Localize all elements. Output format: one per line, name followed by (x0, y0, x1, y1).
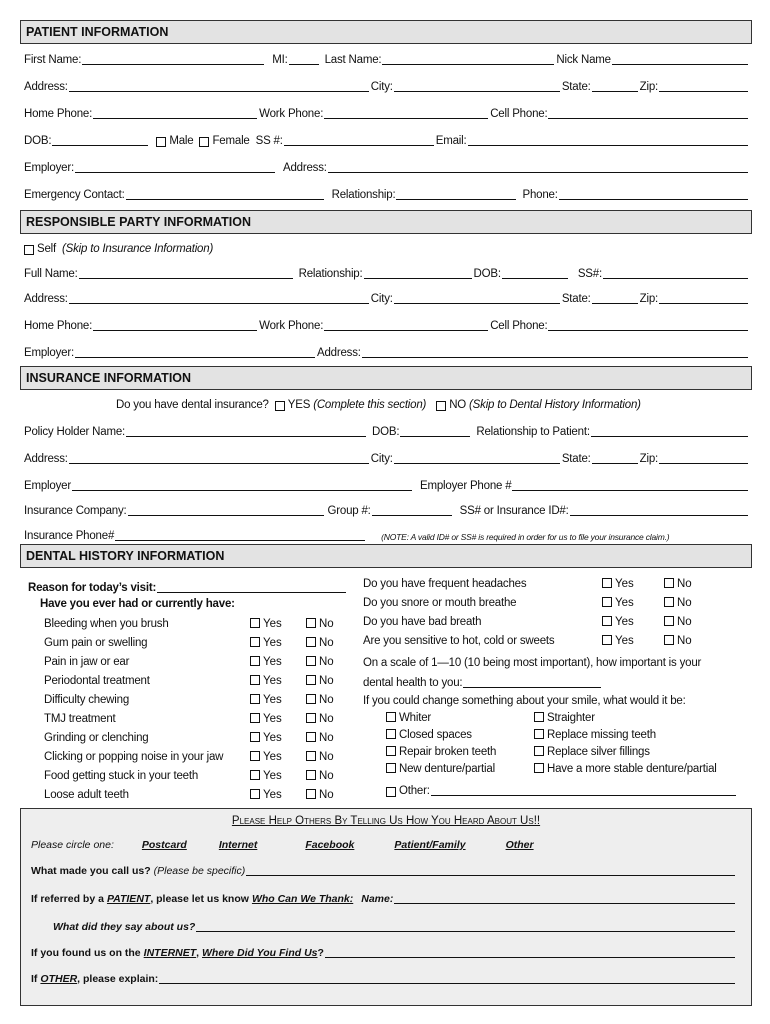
dental-item-yes-checkbox[interactable] (250, 618, 260, 628)
smile-option-checkbox[interactable] (534, 712, 544, 722)
insurance-phone-field[interactable] (115, 528, 365, 541)
dental-item-no-checkbox[interactable] (306, 618, 316, 628)
please-explain-label: , please explain: (77, 973, 159, 985)
ssid-field[interactable] (570, 503, 748, 516)
ins-state-field[interactable] (592, 451, 638, 464)
emergency-phone-field[interactable] (559, 187, 748, 200)
rp-relationship-label: Relationship: (298, 268, 363, 280)
nick-name-field[interactable] (612, 52, 748, 65)
dental-question-yes-checkbox[interactable] (602, 635, 612, 645)
smile-option-checkbox[interactable] (534, 746, 544, 756)
ins-zip-field[interactable] (659, 451, 748, 464)
dental-item-label: Pain in jaw or ear (44, 656, 130, 668)
insurance-phone-label: Insurance Phone# (24, 530, 115, 542)
dental-history-header: DENTAL HISTORY INFORMATION (20, 544, 752, 568)
no-label: No (677, 635, 692, 647)
employer-address-label: Address: (282, 162, 327, 174)
email-label: Email: (435, 135, 467, 147)
referrer-name-field[interactable] (394, 891, 735, 904)
responsible-party-header: RESPONSIBLE PARTY INFORMATION (20, 210, 752, 234)
dental-item-yes-checkbox[interactable] (250, 770, 260, 780)
dental-item-yes-checkbox[interactable] (250, 789, 260, 799)
smile-option-label: Have a more stable denture/partial (547, 763, 717, 775)
rp-work-phone-field[interactable] (324, 318, 488, 331)
ss-label: SS #: (255, 135, 283, 147)
rp-dob-field[interactable] (502, 266, 568, 279)
rp-dob-label: DOB: (473, 268, 501, 280)
address-label: Address: (24, 81, 68, 93)
yes-label: Yes (263, 675, 282, 687)
other-checkbox[interactable] (386, 787, 396, 797)
zip-label: Zip: (639, 81, 659, 93)
insurance-no-note: (Skip to Dental History Information) (469, 399, 641, 411)
dental-item-no-checkbox[interactable] (306, 694, 316, 704)
dental-question-yes-checkbox[interactable] (602, 597, 612, 607)
other-field[interactable] (431, 783, 736, 796)
rp-state-label: State: (561, 293, 591, 305)
yes-label: Yes (615, 635, 634, 647)
option-other[interactable]: Other (505, 839, 534, 851)
smile-option-checkbox[interactable] (386, 746, 396, 756)
rp-ss-label: SS#: (577, 268, 602, 280)
referred-let-us-know: , please let us know (150, 893, 249, 905)
yes-label: Yes (263, 618, 282, 630)
referred-patient-word: PATIENT (106, 893, 151, 905)
change-question: If you could change something about your smile, what would it be: (363, 695, 686, 707)
smile-option-checkbox[interactable] (534, 729, 544, 739)
yes-label: Yes (263, 751, 282, 763)
yes-label: Yes (263, 694, 282, 706)
emergency-relationship-field[interactable] (396, 187, 516, 200)
dental-item-label: Loose adult teeth (44, 789, 129, 801)
last-name-label: Last Name: (324, 54, 382, 66)
self-skip-note: (Skip to Insurance Information) (62, 243, 214, 255)
relationship-to-patient-field[interactable] (591, 424, 748, 437)
circle-one-label: Please circle one: (31, 839, 114, 851)
no-label: No (319, 751, 334, 763)
what-made-field[interactable] (246, 863, 735, 876)
smile-option-label: Whiter (399, 712, 432, 724)
dental-item-no-checkbox[interactable] (306, 637, 316, 647)
found-internet-label: If you found us on the (31, 947, 141, 959)
smile-option-checkbox[interactable] (386, 763, 396, 773)
dental-insurance-question: Do you have dental insurance? (116, 399, 269, 411)
rp-employer-address-field[interactable] (362, 345, 748, 358)
dental-item-label: Periodontal treatment (44, 675, 150, 687)
yes-label: Yes (263, 770, 282, 782)
dental-item-no-checkbox[interactable] (306, 751, 316, 761)
dental-question-label: Do you have bad breath (363, 616, 482, 628)
rp-address-label: Address: (24, 293, 68, 305)
cell-phone-label: Cell Phone: (490, 108, 548, 120)
scale-question-2: dental health to you: (363, 677, 463, 689)
full-name-field[interactable] (79, 266, 293, 279)
smile-option-checkbox[interactable] (386, 729, 396, 739)
dental-item-no-checkbox[interactable] (306, 713, 316, 723)
emergency-contact-field[interactable] (126, 187, 324, 200)
insurance-yes-label: YES (287, 399, 311, 411)
dental-item-label: Food getting stuck in your teeth (44, 770, 199, 782)
rp-employer-label: Employer: (24, 347, 74, 359)
group-field[interactable] (372, 503, 452, 516)
emergency-phone-label: Phone: (522, 189, 558, 201)
dental-item-label: Bleeding when you brush (44, 618, 169, 630)
no-label: No (319, 789, 334, 801)
no-label: No (677, 616, 692, 628)
employer-field[interactable] (75, 160, 275, 173)
dental-question-label: Do you snore or mouth breathe (363, 597, 517, 609)
no-label: No (319, 656, 334, 668)
rp-home-phone-field[interactable] (93, 318, 257, 331)
no-label: No (319, 732, 334, 744)
scale-field[interactable] (463, 675, 601, 688)
dental-item-label: Clicking or popping noise in your jaw (44, 751, 224, 763)
nick-name-label: Nick Name (556, 54, 611, 66)
insurance-company-label: Insurance Company: (24, 505, 127, 517)
insurance-yes-checkbox[interactable] (275, 401, 285, 411)
smile-option-label: Closed spaces (399, 729, 472, 741)
ssid-label: SS# or Insurance ID#: (459, 505, 569, 517)
internet-word: INTERNET (143, 947, 197, 959)
self-checkbox[interactable] (24, 245, 34, 255)
ins-employer-field[interactable] (72, 478, 412, 491)
mi-field[interactable] (289, 52, 319, 65)
what-made-label: What made you call us? (31, 865, 151, 877)
dental-question-yes-checkbox[interactable] (602, 578, 612, 588)
dental-question-label: Are you sensitive to hot, cold or sweets (363, 635, 555, 647)
rp-ss-field[interactable] (603, 266, 748, 279)
smile-option-label: Straighter (547, 712, 595, 724)
yes-label: Yes (615, 597, 634, 609)
city-label: City: (370, 81, 393, 93)
dental-question-yes-checkbox[interactable] (602, 616, 612, 626)
ss-field[interactable] (284, 133, 434, 146)
dental-item-no-checkbox[interactable] (306, 789, 316, 799)
no-label: No (677, 597, 692, 609)
male-label: Male (169, 135, 194, 147)
yes-label: Yes (263, 732, 282, 744)
ins-zip-label: Zip: (639, 453, 659, 465)
dental-item-yes-checkbox[interactable] (250, 675, 260, 685)
no-label: No (319, 713, 334, 725)
referral-title: Please Help Others By Telling Us How You Heard About Us!! (231, 815, 541, 827)
smile-option-label: Repair broken teeth (399, 746, 497, 758)
dental-item-no-checkbox[interactable] (306, 732, 316, 742)
ins-city-field[interactable] (394, 451, 560, 464)
option-internet[interactable]: Internet (218, 839, 258, 851)
yes-label: Yes (263, 637, 282, 649)
what-say-field[interactable] (196, 919, 735, 932)
dental-item-yes-checkbox[interactable] (250, 751, 260, 761)
employer-phone-field[interactable] (512, 478, 748, 491)
yes-label: Yes (263, 656, 282, 668)
other-word: OTHER (40, 973, 78, 985)
ins-dob-label: DOB: (372, 426, 400, 438)
option-postcard[interactable]: Postcard (141, 839, 187, 851)
email-field[interactable] (468, 133, 748, 146)
dental-item-no-checkbox[interactable] (306, 675, 316, 685)
dental-item-yes-checkbox[interactable] (250, 694, 260, 704)
city-field[interactable] (394, 79, 560, 92)
smile-option-label: Replace missing teeth (547, 729, 656, 741)
option-facebook[interactable]: Facebook (305, 839, 355, 851)
rp-relationship-field[interactable] (364, 266, 472, 279)
smile-option-checkbox[interactable] (534, 763, 544, 773)
no-label: No (319, 637, 334, 649)
referral-box: Please Help Others By Telling Us How You Heard About Us!! Please circle one: Postcard Internet Facebook Patient/Family Other What made you call us? (Please be specific) If referred by a PATIENT , please let us know Who Can We Thank: Name: What did they say about us? If you found us on the INTERNET , Where Did You Find Us ? If OTHER , please explain: (20, 808, 752, 1006)
zip-field[interactable] (659, 79, 748, 92)
state-field[interactable] (592, 79, 638, 92)
employer-phone-label: Employer Phone # (419, 480, 512, 492)
ins-address-field[interactable] (69, 451, 369, 464)
mi-label: MI: (272, 54, 288, 66)
policy-holder-field[interactable] (126, 424, 366, 437)
smile-option-label: New denture/partial (399, 763, 495, 775)
dental-item-yes-checkbox[interactable] (250, 732, 260, 742)
dental-item-yes-checkbox[interactable] (250, 637, 260, 647)
dental-item-no-checkbox[interactable] (306, 656, 316, 666)
yes-label: Yes (615, 578, 634, 590)
option-patient-family[interactable]: Patient/Family (394, 839, 466, 851)
where-find-us: Where Did You Find Us (202, 947, 318, 959)
dob-label: DOB: (24, 135, 52, 147)
ins-state-label: State: (561, 453, 591, 465)
dental-item-yes-checkbox[interactable] (250, 713, 260, 723)
rp-work-phone-label: Work Phone: (259, 320, 324, 332)
home-phone-label: Home Phone: (24, 108, 93, 120)
scale-question: On a scale of 1—10 (10 being most important), how important is your (363, 657, 702, 669)
rp-zip-label: Zip: (639, 293, 659, 305)
dental-item-label: Gum pain or swelling (44, 637, 148, 649)
reason-visit-label: Reason for today’s visit: (28, 582, 157, 594)
home-phone-field[interactable] (93, 106, 257, 119)
first-name-label: First Name: (24, 54, 82, 66)
no-label: No (319, 770, 334, 782)
other-label: Other: (399, 785, 430, 797)
rp-state-field[interactable] (592, 291, 638, 304)
no-label: No (319, 675, 334, 687)
dental-item-label: Grinding or clenching (44, 732, 149, 744)
insurance-company-field[interactable] (128, 503, 324, 516)
self-label: Self (37, 243, 57, 255)
female-checkbox[interactable] (199, 137, 209, 147)
patient-info-header: PATIENT INFORMATION (20, 20, 752, 44)
dental-question-label: Do you have frequent headaches (363, 578, 527, 590)
ins-address-label: Address: (24, 453, 68, 465)
specific-note: (Please be specific) (153, 865, 246, 877)
insurance-header: INSURANCE INFORMATION (20, 366, 752, 390)
rp-home-phone-label: Home Phone: (24, 320, 93, 332)
ins-city-label: City: (370, 453, 393, 465)
yes-label: Yes (615, 616, 634, 628)
first-name-field[interactable] (82, 52, 264, 65)
insurance-note: (NOTE: A valid ID# or SS# is required in order for us to file your insurance claim.) (381, 532, 670, 542)
insurance-no-label: NO (449, 399, 467, 411)
smile-option-label: Replace silver fillings (547, 746, 650, 758)
last-name-field[interactable] (382, 52, 554, 65)
rp-employer-field[interactable] (75, 345, 315, 358)
policy-holder-label: Policy Holder Name: (24, 426, 126, 438)
who-can-we-thank: Who Can We Thank: (251, 893, 354, 905)
smile-option-checkbox[interactable] (386, 712, 396, 722)
no-label: No (677, 578, 692, 590)
female-label: Female (212, 135, 250, 147)
group-label: Group #: (327, 505, 371, 517)
rp-address-field[interactable] (69, 291, 369, 304)
employer-address-field[interactable] (328, 160, 748, 173)
insurance-no-checkbox[interactable] (436, 401, 446, 411)
ins-employer-label: Employer (24, 480, 71, 492)
dental-question-no-checkbox[interactable] (664, 597, 674, 607)
have-you-label: Have you ever had or currently have: (40, 598, 235, 610)
reason-visit-field[interactable] (157, 580, 346, 593)
ins-dob-field[interactable] (400, 424, 470, 437)
referred-by-label: If referred by a (31, 893, 104, 905)
emergency-relationship-label: Relationship: (331, 189, 396, 201)
rp-employer-address-label: Address: (316, 347, 361, 359)
dental-item-label: TMJ treatment (44, 713, 116, 725)
dental-question-no-checkbox[interactable] (664, 635, 674, 645)
referrer-name-label: Name: (361, 893, 394, 905)
emergency-contact-label: Emergency Contact: (24, 189, 125, 201)
dental-item-yes-checkbox[interactable] (250, 656, 260, 666)
rp-cell-phone-label: Cell Phone: (490, 320, 548, 332)
dob-field[interactable] (52, 133, 148, 146)
state-label: State: (561, 81, 591, 93)
dental-item-label: Difficulty chewing (44, 694, 130, 706)
no-label: No (319, 694, 334, 706)
if-other-label: If (31, 973, 38, 985)
cell-phone-field[interactable] (548, 106, 748, 119)
relationship-to-patient-label: Relationship to Patient: (476, 426, 590, 438)
rp-city-field[interactable] (394, 291, 560, 304)
where-find-field[interactable] (325, 945, 735, 958)
dental-question-no-checkbox[interactable] (664, 578, 674, 588)
rp-city-label: City: (370, 293, 393, 305)
dental-item-no-checkbox[interactable] (306, 770, 316, 780)
rp-cell-phone-field[interactable] (548, 318, 748, 331)
work-phone-field[interactable] (324, 106, 488, 119)
no-label: No (319, 618, 334, 630)
male-checkbox[interactable] (156, 137, 166, 147)
what-say-label: What did they say about us? (53, 921, 196, 933)
address-field[interactable] (69, 79, 369, 92)
full-name-label: Full Name: (24, 268, 78, 280)
yes-label: Yes (263, 713, 282, 725)
dental-question-no-checkbox[interactable] (664, 616, 674, 626)
rp-zip-field[interactable] (659, 291, 748, 304)
work-phone-label: Work Phone: (259, 108, 324, 120)
employer-label: Employer: (24, 162, 74, 174)
yes-label: Yes (263, 789, 282, 801)
explain-field[interactable] (159, 971, 735, 984)
insurance-yes-note: (Complete this section) (313, 399, 427, 411)
